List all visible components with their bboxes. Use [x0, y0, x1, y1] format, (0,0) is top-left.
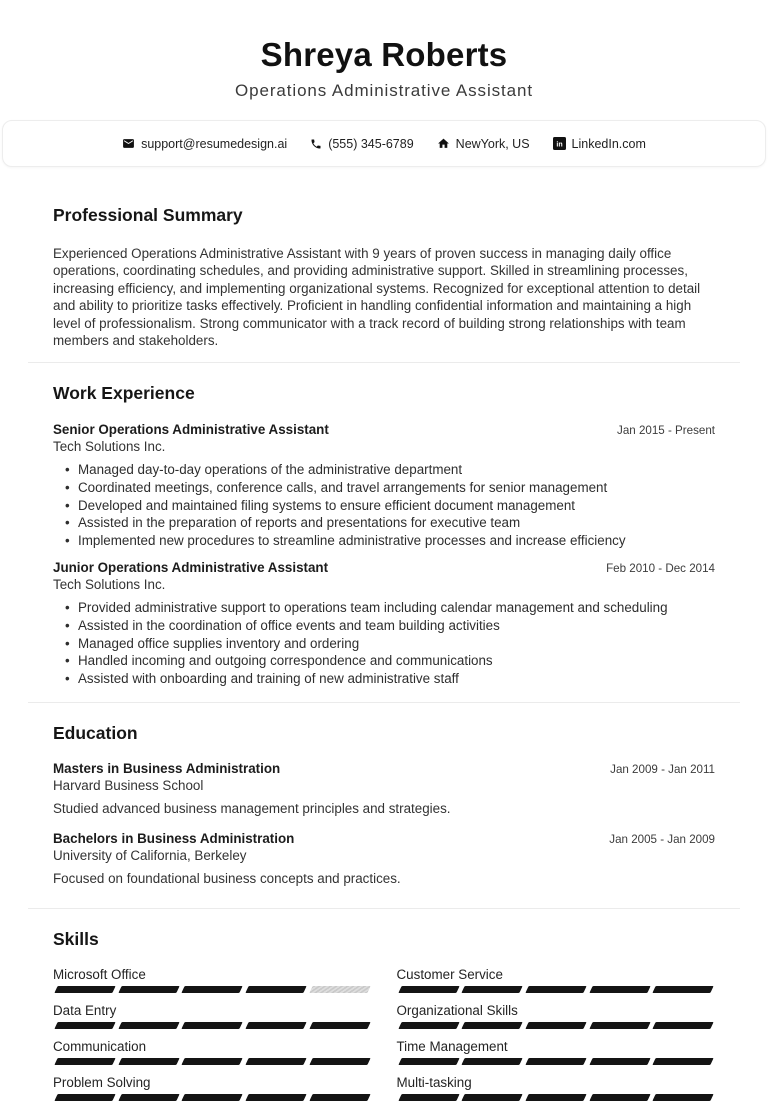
section-experience [28, 382, 740, 687]
job-dates: Jan 2015 - Present [617, 424, 715, 438]
job-entry [53, 421, 715, 549]
skill-level-bar [53, 986, 372, 993]
skill-bar-segment-filled [118, 986, 179, 993]
job-entry [53, 559, 715, 687]
education-entry [53, 830, 715, 887]
skill-label: Customer Service [396, 967, 503, 983]
job-company: Tech Solutions Inc. [53, 439, 166, 455]
page-title: Shreya Roberts [260, 36, 508, 73]
skill-label: Communication [53, 1039, 147, 1055]
skill-label: Problem Solving [53, 1075, 151, 1091]
skill-bar-segment-filled [653, 1022, 714, 1029]
skill-bar-segment-filled [245, 986, 306, 993]
skill-bar-segment-filled [182, 1094, 243, 1101]
skill-level-bar [397, 986, 716, 993]
contact-phone-text: (555) 345-6789 [328, 136, 414, 151]
skill-level-bar [53, 1058, 372, 1065]
job-dates: Feb 2010 - Dec 2014 [606, 562, 715, 576]
skill-bar-segment-filled [525, 986, 586, 993]
skill-bar-segment-filled [462, 986, 523, 993]
summary-paragraph: Experienced Operations Administrative Assistant with 9 years of proven success in managing daily office operations, coordinating schedules, and providing administrative support. Skilled in streamlining processes, increasing efficiency, and implementing organizational systems. Recognized for exceptional attention to detail and ability to prioritize tasks effectively. Proficient in handling confidential information and maintaining a high level of professionalism. Strong communicator with a track record of building strong relationships with team members and stakeholders. [53, 246, 701, 349]
skill-label: Organizational Skills [396, 1003, 518, 1019]
skill-bar-segment-filled [182, 986, 243, 993]
contact-phone [310, 137, 413, 151]
phone-icon [310, 138, 322, 150]
contact-bar [2, 120, 766, 167]
skill-label: Data Entry [53, 1003, 117, 1019]
summary-heading: Professional Summary [53, 205, 243, 225]
skill-bar-segment-filled [118, 1094, 179, 1101]
contact-location-text: NewYork, US [455, 136, 530, 151]
bullet-item: • Managed day-to-day operations of the administrative department [53, 461, 715, 479]
education-entry [53, 760, 715, 817]
section-skills [28, 928, 740, 1111]
skill-bar-segment-filled [462, 1058, 523, 1065]
skill-bar-segment-filled [398, 1058, 459, 1065]
skill-bar-segment-filled [589, 986, 650, 993]
bullet-item: • Developed and maintained filing systems to ensure efficient document management [53, 497, 715, 515]
contact-linkedin-text: LinkedIn.com [571, 136, 646, 151]
skill-level-bar [397, 1094, 716, 1101]
skill-bar-segment-filled [245, 1058, 306, 1065]
bullet-item: • Handled incoming and outgoing correspondence and communications [53, 652, 715, 670]
skill-bar-segment-filled [245, 1094, 306, 1101]
skill-bar-segment-filled [245, 1022, 306, 1029]
skill-item [53, 1039, 372, 1065]
skill-label: Multi-tasking [396, 1075, 472, 1091]
contact-linkedin [553, 137, 646, 151]
skill-bar-segment-filled [589, 1094, 650, 1101]
skills-heading: Skills [53, 929, 99, 950]
school-name: Harvard Business School [53, 778, 204, 794]
education-description: Focused on foundational business concepts and practices. [53, 871, 401, 887]
skill-bar-segment-filled [118, 1058, 179, 1065]
skill-item [397, 1075, 716, 1101]
skills-column-left [53, 967, 372, 1111]
skill-bar-segment-filled [54, 1058, 115, 1065]
envelope-icon [122, 137, 135, 150]
linkedin-icon [553, 137, 566, 150]
skill-bar-segment-empty [309, 986, 370, 993]
skill-item [53, 967, 372, 993]
skill-bar-segment-filled [182, 1022, 243, 1029]
skill-bar-segment-filled [54, 1022, 115, 1029]
skill-bar-segment-filled [462, 1094, 523, 1101]
skill-label: Time Management [396, 1039, 508, 1055]
job-company: Tech Solutions Inc. [53, 577, 166, 593]
svg-text:in: in [555, 141, 563, 149]
education-heading: Education [53, 723, 138, 744]
bullet-item: • Assisted with onboarding and training of new administrative staff [53, 670, 715, 688]
skill-level-bar [397, 1022, 716, 1029]
skill-bar-segment-filled [653, 986, 714, 993]
section-education [28, 722, 740, 887]
section-divider [28, 362, 740, 363]
skill-item [53, 1003, 372, 1029]
degree-title: Bachelors in Business Administration [53, 831, 295, 847]
job-title: Junior Operations Administrative Assistant [53, 560, 329, 576]
skill-item [397, 1003, 716, 1029]
skill-label: Microsoft Office [53, 967, 146, 983]
bullet-item: • Implemented new procedures to streamline administrative processes and increase efficiency [53, 532, 715, 550]
skill-bar-segment-filled [398, 986, 459, 993]
section-divider [28, 702, 740, 703]
degree-title: Masters in Business Administration [53, 761, 281, 777]
skill-bar-segment-filled [589, 1022, 650, 1029]
contact-location [437, 137, 530, 151]
skill-bar-segment-filled [462, 1022, 523, 1029]
education-dates: Jan 2005 - Jan 2009 [609, 833, 715, 847]
home-icon [437, 137, 450, 150]
bullet-item: • Assisted in the preparation of reports and presentations for executive team [53, 514, 715, 532]
skill-bar-segment-filled [653, 1058, 714, 1065]
school-name: University of California, Berkeley [53, 848, 247, 864]
resume-header [0, 0, 768, 102]
skill-bar-segment-filled [309, 1022, 370, 1029]
skill-bar-segment-filled [653, 1094, 714, 1101]
skill-bar-segment-filled [398, 1094, 459, 1101]
skill-item [53, 1075, 372, 1101]
skill-level-bar [53, 1022, 372, 1029]
bullet-item: • Provided administrative support to operations team including calendar management and scheduling [53, 599, 715, 617]
skill-bar-segment-filled [309, 1094, 370, 1101]
skill-bar-segment-filled [54, 986, 115, 993]
skill-level-bar [397, 1058, 716, 1065]
job-bullet-list [53, 599, 715, 687]
skills-grid [53, 967, 715, 1111]
skills-column-right [397, 967, 716, 1111]
skill-level-bar [53, 1094, 372, 1101]
contact-email-text: support@resumedesign.ai [141, 136, 288, 151]
education-description: Studied advanced business management principles and strategies. [53, 801, 451, 817]
skill-bar-segment-filled [118, 1022, 179, 1029]
skill-bar-segment-filled [309, 1058, 370, 1065]
education-dates: Jan 2009 - Jan 2011 [610, 763, 715, 777]
job-bullet-list [53, 461, 715, 549]
contact-email [122, 137, 287, 151]
skill-bar-segment-filled [525, 1022, 586, 1029]
bullet-item: • Coordinated meetings, conference calls, and travel arrangements for senior management [53, 479, 715, 497]
job-title-subtitle: Operations Administrative Assistant [235, 81, 533, 100]
job-title: Senior Operations Administrative Assistant [53, 422, 329, 438]
skill-bar-segment-filled [525, 1058, 586, 1065]
skill-item [397, 967, 716, 993]
skill-item [397, 1039, 716, 1065]
bullet-item: • Assisted in the coordination of office events and team building activities [53, 617, 715, 635]
skill-bar-segment-filled [525, 1094, 586, 1101]
experience-heading: Work Experience [53, 383, 195, 404]
resume-body [0, 204, 768, 1111]
section-summary [28, 204, 740, 349]
skill-bar-segment-filled [182, 1058, 243, 1065]
section-divider [28, 908, 740, 909]
skill-bar-segment-filled [589, 1058, 650, 1065]
skill-bar-segment-filled [398, 1022, 459, 1029]
bullet-item: • Managed office supplies inventory and ordering [53, 635, 715, 653]
skill-bar-segment-filled [54, 1094, 115, 1101]
